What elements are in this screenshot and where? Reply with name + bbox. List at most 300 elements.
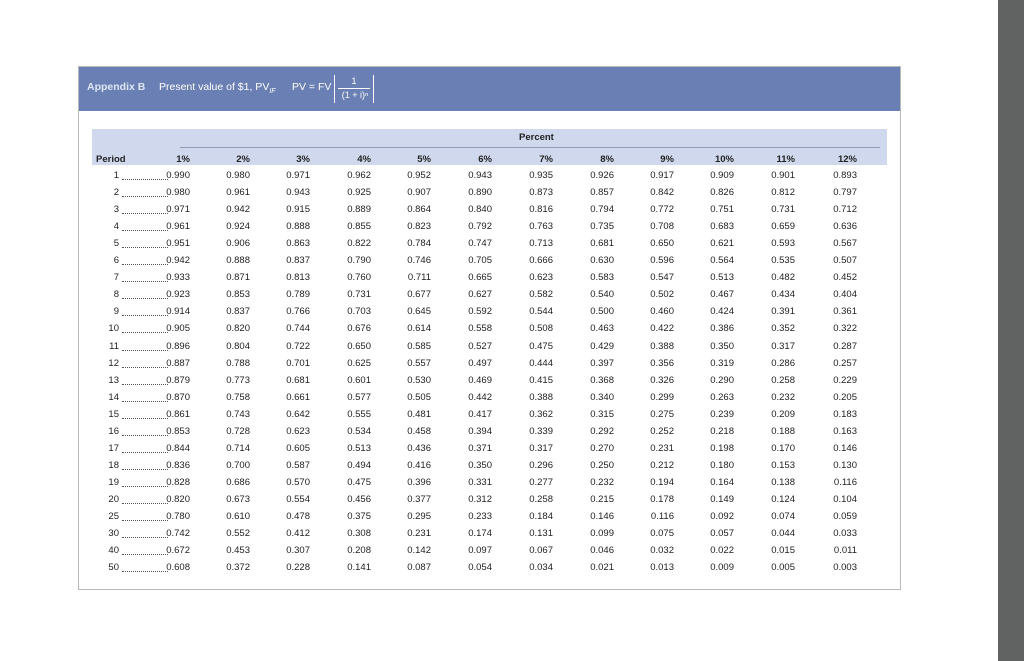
value-cell: 0.296 xyxy=(529,459,553,471)
value-cell: 0.209 xyxy=(771,408,795,420)
table-row xyxy=(92,526,887,543)
value-cell: 0.627 xyxy=(468,289,492,301)
value-cell: 0.396 xyxy=(407,476,431,488)
value-cell: 0.605 xyxy=(286,442,310,454)
value-cell: 0.666 xyxy=(529,255,553,267)
value-cell: 0.823 xyxy=(407,221,431,233)
value-cell: 0.057 xyxy=(710,528,734,540)
value-cell: 0.592 xyxy=(468,306,492,318)
value-cell: 0.067 xyxy=(529,545,553,557)
value-cell: 0.104 xyxy=(833,493,857,505)
value-cell: 0.925 xyxy=(347,187,371,199)
period-cell: 20 xyxy=(108,493,119,505)
value-cell: 0.015 xyxy=(771,545,795,557)
value-cell: 0.530 xyxy=(407,374,431,386)
value-cell: 0.608 xyxy=(166,562,190,574)
column-header: 5% xyxy=(417,154,431,165)
period-cell: 50 xyxy=(108,562,119,574)
value-cell: 0.250 xyxy=(590,459,614,471)
value-cell: 0.009 xyxy=(710,562,734,574)
value-cell: 0.352 xyxy=(771,323,795,335)
period-cell: 6 xyxy=(113,255,119,267)
value-cell: 0.926 xyxy=(590,170,614,181)
value-cell: 0.339 xyxy=(529,425,553,437)
value-cell: 0.820 xyxy=(226,323,250,335)
value-cell: 0.286 xyxy=(771,357,795,369)
value-cell: 0.610 xyxy=(226,511,250,522)
value-cell: 0.625 xyxy=(347,357,371,369)
formula-denominator: (1 + i)ⁿ xyxy=(341,90,369,100)
value-cell: 0.386 xyxy=(710,323,734,335)
value-cell: 0.812 xyxy=(771,187,795,199)
appendix-title-subscript: IF xyxy=(269,88,276,96)
value-cell: 0.855 xyxy=(347,221,371,233)
value-cell: 0.475 xyxy=(529,340,553,352)
value-cell: 0.231 xyxy=(407,528,431,540)
value-cell: 0.790 xyxy=(347,255,371,267)
value-cell: 0.558 xyxy=(468,323,492,335)
value-cell: 0.074 xyxy=(771,511,795,522)
value-cell: 0.676 xyxy=(347,323,371,335)
value-cell: 0.388 xyxy=(529,391,553,403)
value-cell: 0.287 xyxy=(833,340,857,352)
value-cell: 0.700 xyxy=(226,459,250,471)
value-cell: 0.564 xyxy=(710,255,734,267)
period-cell: 10 xyxy=(108,323,119,335)
value-cell: 0.044 xyxy=(771,528,795,540)
value-cell: 0.322 xyxy=(833,323,857,335)
value-cell: 0.391 xyxy=(771,306,795,318)
value-cell: 0.893 xyxy=(833,170,857,181)
period-cell: 15 xyxy=(108,408,119,420)
value-cell: 0.257 xyxy=(833,357,857,369)
value-cell: 0.820 xyxy=(166,493,190,505)
value-cell: 0.582 xyxy=(529,289,553,301)
value-cell: 0.544 xyxy=(529,306,553,318)
period-cell: 14 xyxy=(108,391,119,403)
value-cell: 0.557 xyxy=(407,357,431,369)
percent-rule xyxy=(180,147,880,148)
value-cell: 0.650 xyxy=(650,238,674,250)
value-cell: 0.751 xyxy=(710,204,734,216)
value-cell: 0.659 xyxy=(771,221,795,233)
period-cell: 16 xyxy=(108,425,119,437)
value-cell: 0.570 xyxy=(286,476,310,488)
value-cell: 0.233 xyxy=(468,511,492,522)
value-cell: 0.794 xyxy=(590,204,614,216)
value-cell: 0.212 xyxy=(650,459,674,471)
table-row xyxy=(92,270,887,287)
value-cell: 0.645 xyxy=(407,306,431,318)
table-row xyxy=(92,219,887,236)
value-cell: 0.326 xyxy=(650,374,674,386)
value-cell: 0.350 xyxy=(710,340,734,352)
value-cell: 0.961 xyxy=(166,221,190,233)
value-cell: 0.478 xyxy=(286,511,310,522)
value-cell: 0.743 xyxy=(226,408,250,420)
value-cell: 0.673 xyxy=(226,493,250,505)
value-cell: 0.087 xyxy=(407,562,431,574)
value-cell: 0.046 xyxy=(590,545,614,557)
value-cell: 0.642 xyxy=(286,408,310,420)
value-cell: 0.170 xyxy=(771,442,795,454)
value-cell: 0.021 xyxy=(590,562,614,574)
value-cell: 0.205 xyxy=(833,391,857,403)
table-row xyxy=(92,458,887,475)
column-header: 1% xyxy=(176,154,190,165)
value-cell: 0.292 xyxy=(590,425,614,437)
value-cell: 0.375 xyxy=(347,511,371,522)
value-cell: 0.422 xyxy=(650,323,674,335)
value-cell: 0.788 xyxy=(226,357,250,369)
value-cell: 0.453 xyxy=(226,545,250,557)
value-cell: 0.804 xyxy=(226,340,250,352)
value-cell: 0.952 xyxy=(407,170,431,181)
value-cell: 0.312 xyxy=(468,493,492,505)
value-cell: 0.417 xyxy=(468,408,492,420)
value-cell: 0.388 xyxy=(650,340,674,352)
value-cell: 0.198 xyxy=(710,442,734,454)
value-cell: 0.034 xyxy=(529,562,553,574)
table-row xyxy=(92,373,887,390)
value-cell: 0.942 xyxy=(226,204,250,216)
value-cell: 0.194 xyxy=(650,476,674,488)
period-cell: 7 xyxy=(113,272,119,284)
value-cell: 0.942 xyxy=(166,255,190,267)
value-cell: 0.951 xyxy=(166,238,190,250)
value-cell: 0.888 xyxy=(286,221,310,233)
value-cell: 0.772 xyxy=(650,204,674,216)
value-cell: 0.412 xyxy=(286,528,310,540)
period-cell: 2 xyxy=(113,187,119,199)
value-cell: 0.097 xyxy=(468,545,492,557)
value-cell: 0.980 xyxy=(166,187,190,199)
value-cell: 0.713 xyxy=(529,238,553,250)
value-cell: 0.555 xyxy=(347,408,371,420)
value-cell: 0.153 xyxy=(771,459,795,471)
value-cell: 0.263 xyxy=(710,391,734,403)
value-cell: 0.208 xyxy=(347,545,371,557)
value-cell: 0.317 xyxy=(529,442,553,454)
value-cell: 0.747 xyxy=(468,238,492,250)
column-header: 8% xyxy=(600,154,614,165)
value-cell: 0.703 xyxy=(347,306,371,318)
value-cell: 0.368 xyxy=(590,374,614,386)
table-row xyxy=(92,475,887,492)
value-cell: 0.621 xyxy=(710,238,734,250)
value-cell: 0.174 xyxy=(468,528,492,540)
value-cell: 0.356 xyxy=(650,357,674,369)
value-cell: 0.229 xyxy=(833,374,857,386)
value-cell: 0.907 xyxy=(407,187,431,199)
value-cell: 0.924 xyxy=(226,221,250,233)
value-cell: 0.943 xyxy=(468,170,492,181)
column-header: 4% xyxy=(357,154,371,165)
period-label: Period xyxy=(96,154,126,165)
table-row xyxy=(92,321,887,338)
value-cell: 0.887 xyxy=(166,357,190,369)
value-cell: 0.871 xyxy=(226,272,250,284)
period-cell: 13 xyxy=(108,374,119,386)
value-cell: 0.033 xyxy=(833,528,857,540)
value-cell: 0.780 xyxy=(166,511,190,522)
period-cell: 25 xyxy=(108,511,119,522)
value-cell: 0.731 xyxy=(771,204,795,216)
value-cell: 0.773 xyxy=(226,374,250,386)
value-cell: 0.567 xyxy=(833,238,857,250)
column-header: 6% xyxy=(478,154,492,165)
value-cell: 0.092 xyxy=(710,511,734,522)
value-cell: 0.593 xyxy=(771,238,795,250)
value-cell: 0.864 xyxy=(407,204,431,216)
value-cell: 0.434 xyxy=(771,289,795,301)
table-row xyxy=(92,253,887,270)
value-cell: 0.444 xyxy=(529,357,553,369)
period-cell: 1 xyxy=(113,170,119,181)
value-cell: 0.873 xyxy=(529,187,553,199)
value-cell: 0.124 xyxy=(771,493,795,505)
column-header: 2% xyxy=(236,154,250,165)
value-cell: 0.397 xyxy=(590,357,614,369)
value-cell: 0.943 xyxy=(286,187,310,199)
value-cell: 0.552 xyxy=(226,528,250,540)
value-cell: 0.059 xyxy=(833,511,857,522)
value-cell: 0.331 xyxy=(468,476,492,488)
value-cell: 0.239 xyxy=(710,408,734,420)
value-cell: 0.746 xyxy=(407,255,431,267)
value-cell: 0.760 xyxy=(347,272,371,284)
value-cell: 0.275 xyxy=(650,408,674,420)
value-cell: 0.099 xyxy=(590,528,614,540)
value-cell: 0.231 xyxy=(650,442,674,454)
value-cell: 0.614 xyxy=(407,323,431,335)
value-cell: 0.540 xyxy=(590,289,614,301)
period-cell: 19 xyxy=(108,476,119,488)
value-cell: 0.665 xyxy=(468,272,492,284)
appendix-label: Appendix B xyxy=(87,81,146,93)
value-cell: 0.163 xyxy=(833,425,857,437)
value-cell: 0.971 xyxy=(166,204,190,216)
period-cell: 17 xyxy=(108,442,119,454)
value-cell: 0.456 xyxy=(347,493,371,505)
value-cell: 0.377 xyxy=(407,493,431,505)
value-cell: 0.424 xyxy=(710,306,734,318)
value-cell: 0.131 xyxy=(529,528,553,540)
value-cell: 0.708 xyxy=(650,221,674,233)
table-row xyxy=(92,492,887,509)
value-cell: 0.215 xyxy=(590,493,614,505)
value-cell: 0.766 xyxy=(286,306,310,318)
value-cell: 0.184 xyxy=(529,511,553,522)
value-cell: 0.888 xyxy=(226,255,250,267)
value-cell: 0.547 xyxy=(650,272,674,284)
value-cell: 0.711 xyxy=(407,272,431,284)
table-row xyxy=(92,509,887,526)
value-cell: 0.317 xyxy=(771,340,795,352)
column-header: 11% xyxy=(776,154,795,165)
value-cell: 0.362 xyxy=(529,408,553,420)
table-row xyxy=(92,287,887,304)
value-cell: 0.460 xyxy=(650,306,674,318)
value-cell: 0.270 xyxy=(590,442,614,454)
value-cell: 0.232 xyxy=(590,476,614,488)
value-cell: 0.258 xyxy=(529,493,553,505)
value-cell: 0.467 xyxy=(710,289,734,301)
value-cell: 0.914 xyxy=(166,306,190,318)
value-cell: 0.188 xyxy=(771,425,795,437)
value-cell: 0.971 xyxy=(286,170,310,181)
value-cell: 0.178 xyxy=(650,493,674,505)
table-row xyxy=(92,390,887,407)
value-cell: 0.842 xyxy=(650,187,674,199)
value-cell: 0.844 xyxy=(166,442,190,454)
value-cell: 0.146 xyxy=(590,511,614,522)
value-cell: 0.394 xyxy=(468,425,492,437)
table-row xyxy=(92,202,887,219)
value-cell: 0.481 xyxy=(407,408,431,420)
period-cell: 4 xyxy=(113,221,119,233)
value-cell: 0.909 xyxy=(710,170,734,181)
value-cell: 0.980 xyxy=(226,170,250,181)
value-cell: 0.792 xyxy=(468,221,492,233)
value-cell: 0.857 xyxy=(590,187,614,199)
value-cell: 0.507 xyxy=(833,255,857,267)
value-cell: 0.596 xyxy=(650,255,674,267)
value-cell: 0.583 xyxy=(590,272,614,284)
value-cell: 0.146 xyxy=(833,442,857,454)
column-header: 7% xyxy=(539,154,553,165)
value-cell: 0.277 xyxy=(529,476,553,488)
right-edge-bar xyxy=(998,0,1024,661)
value-cell: 0.742 xyxy=(166,528,190,540)
value-cell: 0.870 xyxy=(166,391,190,403)
table-row xyxy=(92,407,887,424)
value-cell: 0.731 xyxy=(347,289,371,301)
value-cell: 0.138 xyxy=(771,476,795,488)
period-cell: 18 xyxy=(108,459,119,471)
period-cell: 9 xyxy=(113,306,119,318)
value-cell: 0.636 xyxy=(833,221,857,233)
value-cell: 0.500 xyxy=(590,306,614,318)
value-cell: 0.308 xyxy=(347,528,371,540)
value-cell: 0.650 xyxy=(347,340,371,352)
value-cell: 0.915 xyxy=(286,204,310,216)
value-cell: 0.458 xyxy=(407,425,431,437)
percent-label: Percent xyxy=(519,132,554,143)
value-cell: 0.905 xyxy=(166,323,190,335)
table-row xyxy=(92,236,887,253)
value-cell: 0.630 xyxy=(590,255,614,267)
value-cell: 0.828 xyxy=(166,476,190,488)
formula-fraction-line xyxy=(338,88,370,89)
value-cell: 0.701 xyxy=(286,357,310,369)
value-cell: 0.183 xyxy=(833,408,857,420)
value-cell: 0.896 xyxy=(166,340,190,352)
value-cell: 0.933 xyxy=(166,272,190,284)
value-cell: 0.623 xyxy=(286,425,310,437)
value-cell: 0.502 xyxy=(650,289,674,301)
table-row xyxy=(92,441,887,458)
table-row xyxy=(92,543,887,560)
value-cell: 0.758 xyxy=(226,391,250,403)
value-cell: 0.475 xyxy=(347,476,371,488)
value-cell: 0.853 xyxy=(166,425,190,437)
value-cell: 0.744 xyxy=(286,323,310,335)
period-cell: 11 xyxy=(109,340,119,352)
value-cell: 0.889 xyxy=(347,204,371,216)
value-cell: 0.554 xyxy=(286,493,310,505)
value-cell: 0.497 xyxy=(468,357,492,369)
value-cell: 0.452 xyxy=(833,272,857,284)
value-cell: 0.315 xyxy=(590,408,614,420)
value-cell: 0.232 xyxy=(771,391,795,403)
value-cell: 0.623 xyxy=(529,272,553,284)
value-cell: 0.142 xyxy=(407,545,431,557)
value-cell: 0.585 xyxy=(407,340,431,352)
value-cell: 0.728 xyxy=(226,425,250,437)
value-cell: 0.218 xyxy=(710,425,734,437)
value-cell: 0.469 xyxy=(468,374,492,386)
table-row xyxy=(92,304,887,321)
value-cell: 0.722 xyxy=(286,340,310,352)
value-cell: 0.075 xyxy=(650,528,674,540)
value-cell: 0.672 xyxy=(166,545,190,557)
value-cell: 0.513 xyxy=(710,272,734,284)
value-cell: 0.372 xyxy=(226,562,250,574)
appendix-header xyxy=(79,67,900,111)
value-cell: 0.735 xyxy=(590,221,614,233)
value-cell: 0.116 xyxy=(833,476,857,488)
value-cell: 0.252 xyxy=(650,425,674,437)
value-cell: 0.879 xyxy=(166,374,190,386)
value-cell: 0.816 xyxy=(529,204,553,216)
period-cell: 8 xyxy=(113,289,119,301)
value-cell: 0.258 xyxy=(771,374,795,386)
value-cell: 0.714 xyxy=(226,442,250,454)
value-cell: 0.149 xyxy=(710,493,734,505)
column-header: 12% xyxy=(837,154,857,165)
value-cell: 0.299 xyxy=(650,391,674,403)
value-cell: 0.032 xyxy=(650,545,674,557)
table-row xyxy=(92,424,887,441)
value-cell: 0.416 xyxy=(407,459,431,471)
value-cell: 0.130 xyxy=(833,459,857,471)
value-cell: 0.340 xyxy=(590,391,614,403)
value-cell: 0.482 xyxy=(771,272,795,284)
value-cell: 0.797 xyxy=(833,187,857,199)
value-cell: 0.712 xyxy=(833,204,857,216)
formula-bracket xyxy=(334,75,374,103)
value-cell: 0.601 xyxy=(347,374,371,386)
value-cell: 0.494 xyxy=(347,459,371,471)
period-cell: 30 xyxy=(108,528,119,540)
value-cell: 0.923 xyxy=(166,289,190,301)
value-cell: 0.054 xyxy=(468,562,492,574)
table-row xyxy=(92,560,887,577)
table-row xyxy=(92,168,887,185)
value-cell: 0.295 xyxy=(407,511,431,522)
value-cell: 0.505 xyxy=(407,391,431,403)
value-cell: 0.853 xyxy=(226,289,250,301)
value-cell: 0.935 xyxy=(529,170,553,181)
value-cell: 0.319 xyxy=(710,357,734,369)
column-header: 9% xyxy=(660,154,674,165)
value-cell: 0.677 xyxy=(407,289,431,301)
value-cell: 0.901 xyxy=(771,170,795,181)
value-cell: 0.228 xyxy=(286,562,310,574)
column-header: 10% xyxy=(714,154,734,165)
value-cell: 0.442 xyxy=(468,391,492,403)
